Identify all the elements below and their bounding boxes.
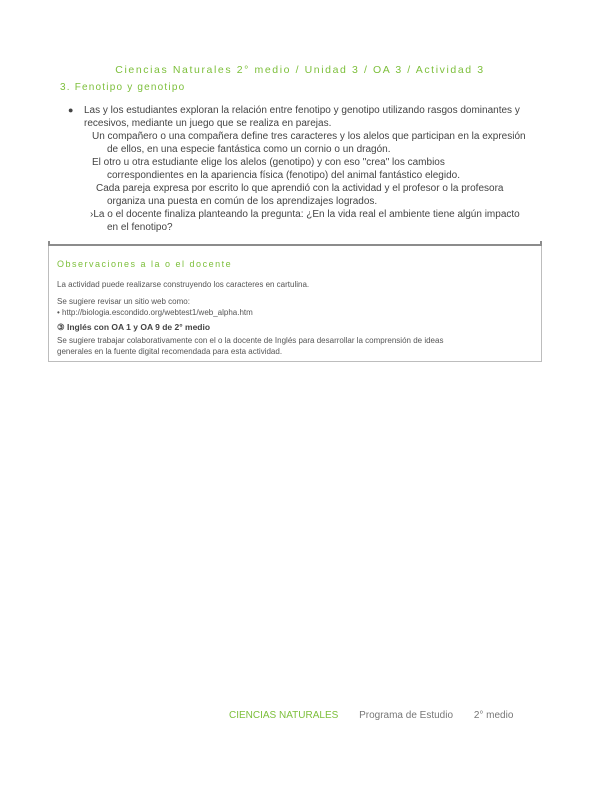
intro-line: Las y los estudiantes exploran la relación entre fenotipo y genotipo utilizando rasgos dominantes y [84,105,520,116]
paragraph-line: El otro u otra estudiante elige los alelos (genotipo) y con eso "crea" los cambios [92,157,445,168]
observations-text: generales en la fuente digital recomendada para esta actividad. [57,347,283,356]
resource-link[interactable]: • http://biologia.escondido.org/webtest1/web_alpha.htm [57,308,253,317]
activity-description [60,104,550,234]
footer-program: Programa de Estudio [359,710,454,721]
paragraph-line: de ellos, en una especie fantástica como un cornio o un dragón. [107,144,391,155]
paragraph-line: ›La o el docente finaliza planteando la pregunta: ¿En la vida real el ambiente tiene algún impacto [90,209,520,220]
box-corner [48,241,50,246]
observations-text: Se sugiere trabajar colaborativamente con el o la docente de Inglés para desarrollar la comprensión de ideas [57,336,444,345]
section-title: 3. Fenotipo y genotipo [60,82,186,93]
footer-subject: CIENCIAS NATURALES [229,710,339,721]
page-footer [229,710,513,721]
interdisciplinary-title: ③ Inglés con OA 1 y OA 9 de 2° medio [57,322,211,332]
bullet-icon: ● [68,105,74,115]
footer-grade: 2° medio [473,710,514,721]
paragraph-line: en el fenotipo? [107,222,173,233]
observations-box [48,244,542,362]
page-header: Ciencias Naturales 2° medio / Unidad 3 / OA 3 / Actividad 3 [115,64,485,76]
intro-line: recesivos, mediante un juego que se realiza en parejas. [84,118,332,129]
paragraph-line: Cada pareja expresa por escrito lo que aprendió con la actividad y el profesor o la profesora [96,183,504,194]
paragraph-line: organiza una puesta en común de los aprendizajes logrados. [107,196,378,207]
bullet-item [60,104,550,130]
paragraph-line: Un compañero o una compañera define tres caracteres y los alelos que participan en la expresión [92,131,526,142]
observations-text: La actividad puede realizarse construyendo los caracteres en cartulina. [57,280,310,289]
paragraph-line: correspondientes en la apariencia física (fenotipo) del animal fantástico elegido. [107,170,460,181]
observations-title: Observaciones a la o el docente [57,259,233,269]
observations-text: Se sugiere revisar un sitio web como: [57,297,190,306]
box-corner [540,241,542,246]
